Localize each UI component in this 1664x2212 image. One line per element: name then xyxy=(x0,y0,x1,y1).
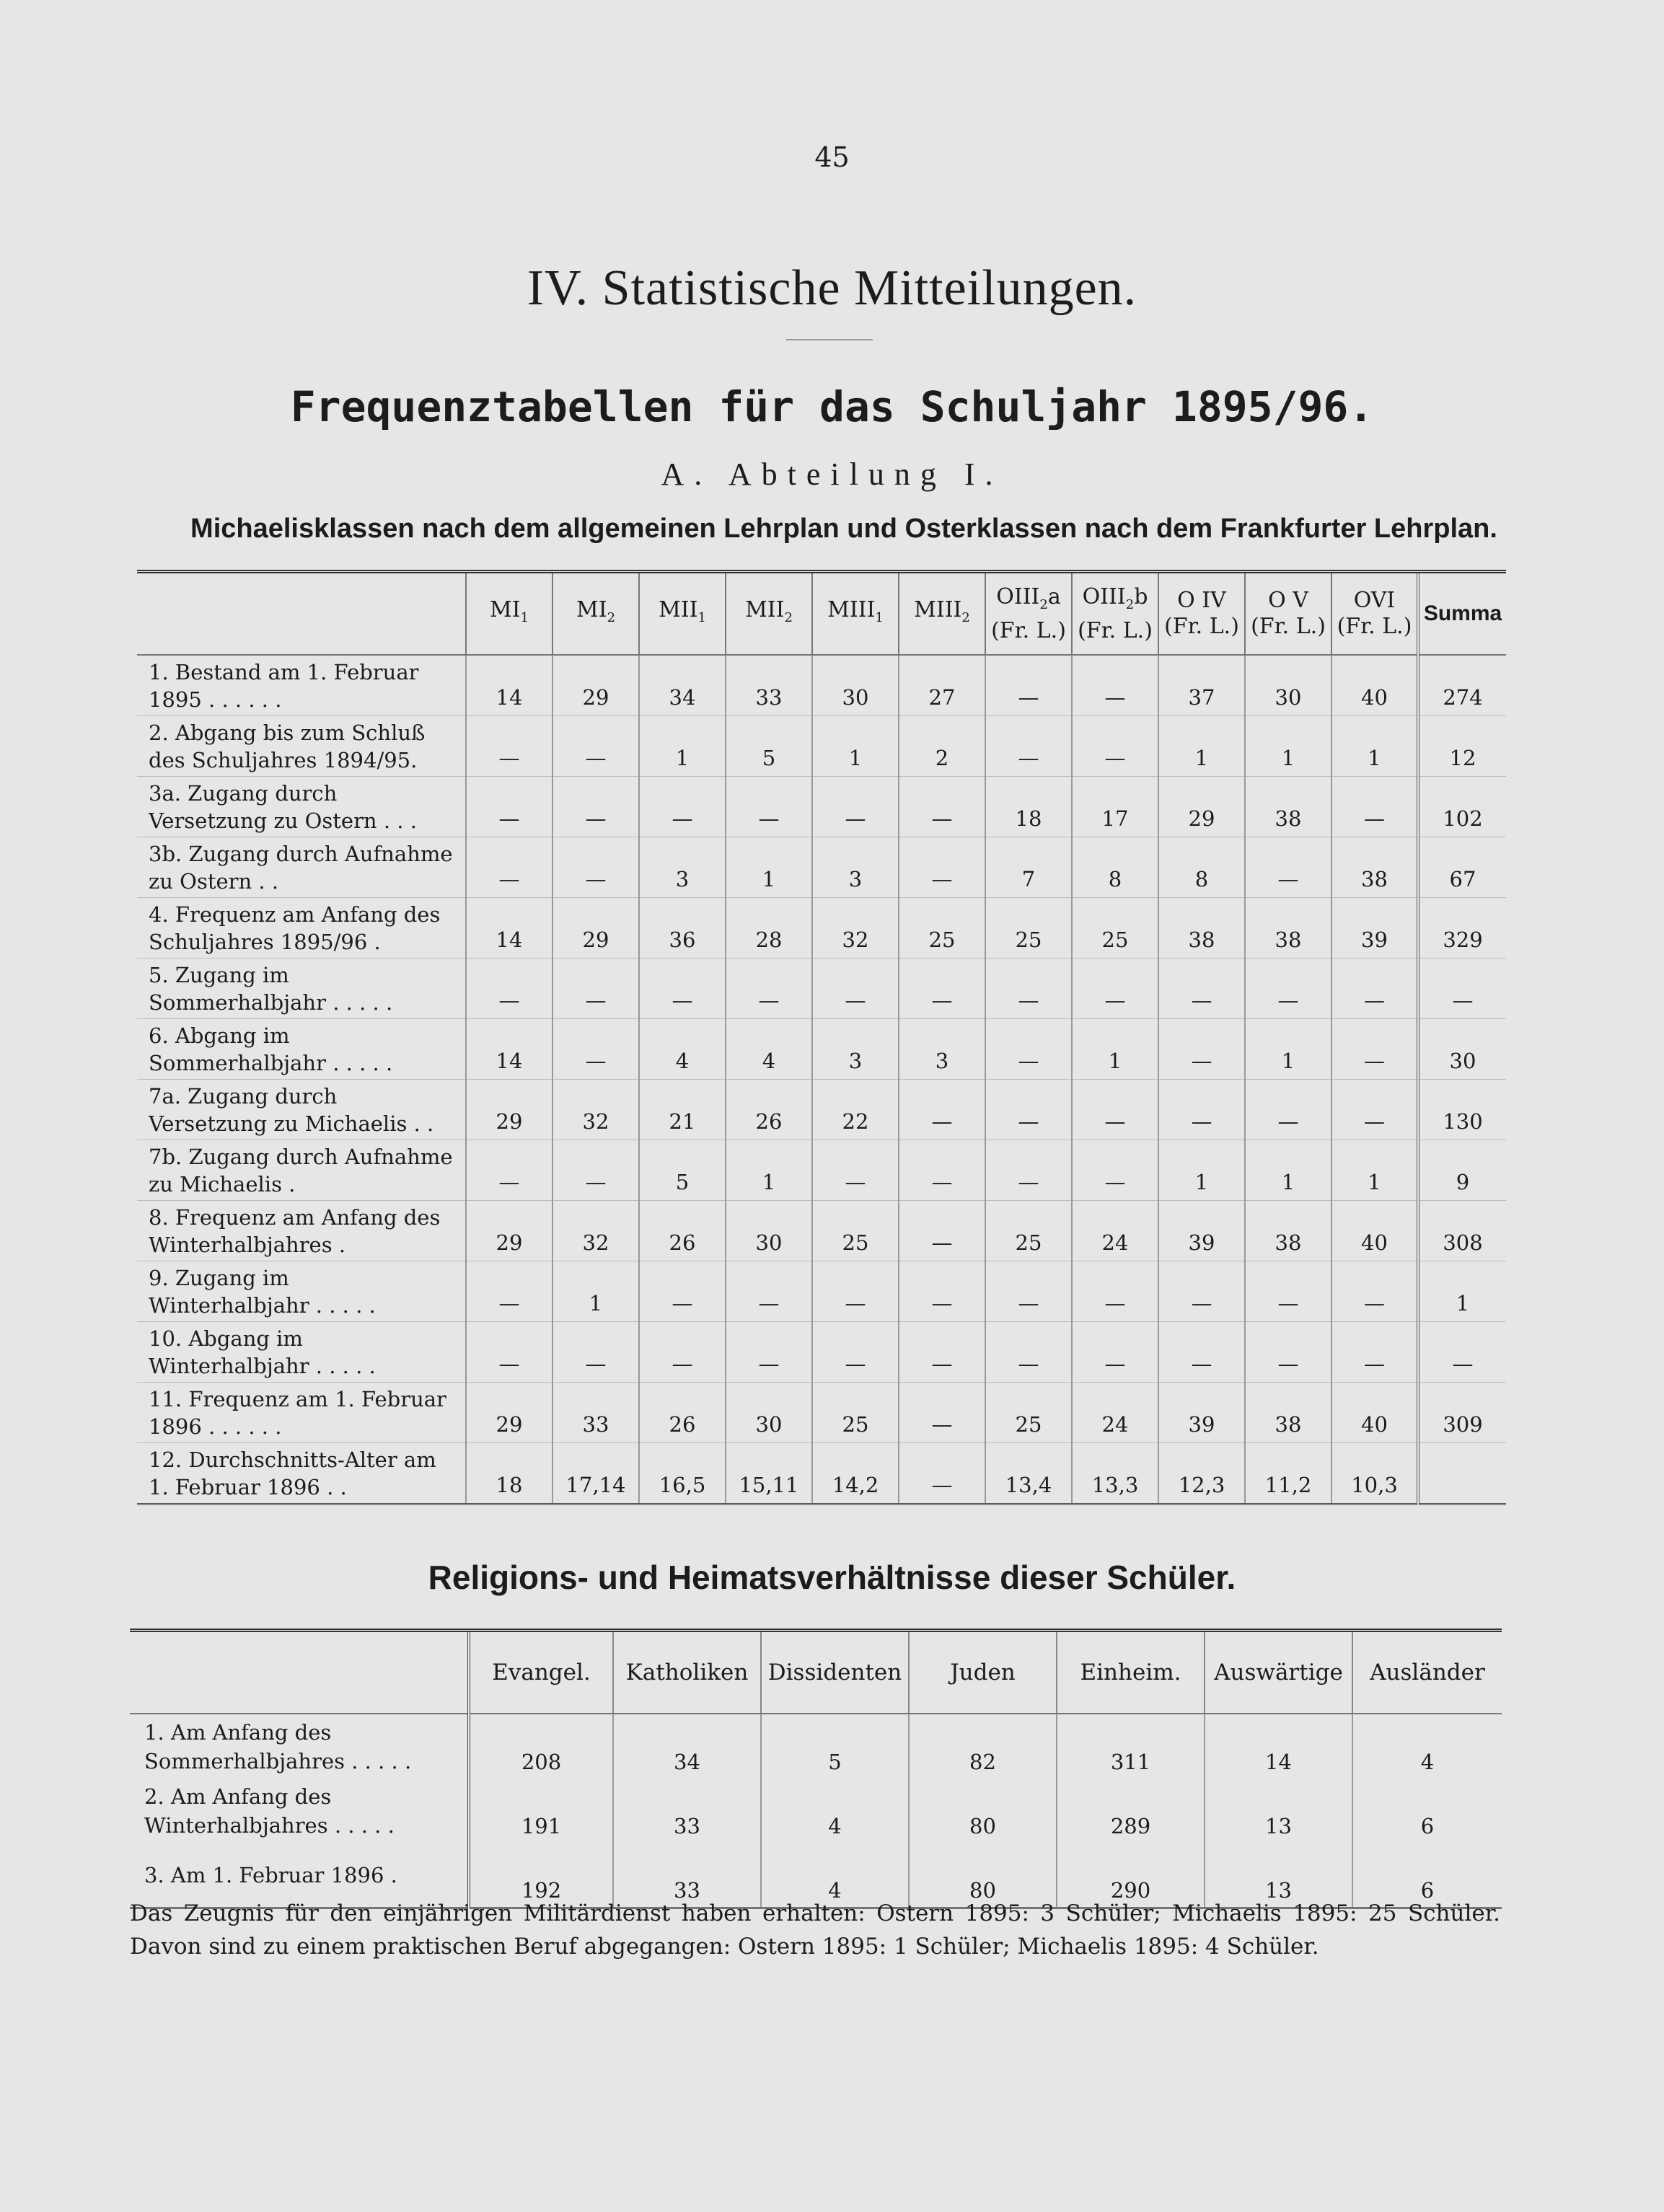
row-label: 7a. Zugang durch Versetzung zu Michaelis . . xyxy=(137,1080,466,1140)
table-cell: 311 xyxy=(1057,1714,1205,1779)
main-title: IV. Statistische Mitteilungen. xyxy=(527,260,1137,316)
summa-cell: 329 xyxy=(1418,898,1506,959)
summa-cell: 1 xyxy=(1418,1261,1506,1322)
table-cell: 18 xyxy=(466,1443,553,1504)
summa-cell: 102 xyxy=(1418,777,1506,837)
section-title: A. Abteilung I. xyxy=(661,457,1003,492)
table-cell: 290 xyxy=(1057,1843,1205,1908)
column-header: $MI_1$ xyxy=(466,572,553,656)
table-cell: 38 xyxy=(1331,837,1418,898)
table-cell: 38 xyxy=(1158,898,1245,959)
table-cell: — xyxy=(1072,1080,1158,1140)
table-cell: — xyxy=(1072,655,1158,716)
table-cell: — xyxy=(1331,1261,1418,1322)
religion-table-title: Religions- und Heimatsverhältnisse dieser Schüler. xyxy=(428,1559,1236,1596)
table-cell: — xyxy=(1245,1261,1331,1322)
table-cell: 3 xyxy=(812,1019,899,1080)
table-cell: 14,2 xyxy=(812,1443,899,1504)
table-cell: 4 xyxy=(639,1019,726,1080)
column-header: $MII_1$ xyxy=(639,572,726,656)
table-cell: — xyxy=(1331,1019,1418,1080)
table-cell: 1 xyxy=(639,716,726,777)
section-subtitle: Michaelisklassen nach dem allgemeinen Lehrplan und Osterklassen nach dem Frankfurter Lehrplan. xyxy=(190,514,1497,544)
column-header: Juden xyxy=(909,1631,1057,1714)
table-row xyxy=(137,959,1506,1019)
table-cell: 29 xyxy=(466,1201,553,1261)
table-cell: — xyxy=(812,959,899,1019)
summa-cell: — xyxy=(1418,959,1506,1019)
table-cell: — xyxy=(1331,959,1418,1019)
table-cell: — xyxy=(899,1201,985,1261)
table-cell: — xyxy=(1072,716,1158,777)
table-cell: — xyxy=(899,1080,985,1140)
table-cell: — xyxy=(726,959,812,1019)
table-cell: 26 xyxy=(639,1201,726,1261)
table-cell: — xyxy=(1245,1080,1331,1140)
row-label: 12. Durchschnitts-Alter am 1. Februar 1896 . . xyxy=(137,1443,466,1504)
row-label: 11. Frequenz am 1. Februar 1896 . . . . . . xyxy=(137,1383,466,1443)
column-header: $MIII_1$ xyxy=(812,572,899,656)
table-cell: 208 xyxy=(469,1714,613,1779)
table-row xyxy=(137,1080,1506,1140)
table-cell: 17 xyxy=(1072,777,1158,837)
table-cell: 40 xyxy=(1331,1383,1418,1443)
table-cell: 80 xyxy=(909,1779,1057,1843)
frequency-table xyxy=(137,570,1506,1505)
table-cell: 13,4 xyxy=(985,1443,1072,1504)
table-cell: 30 xyxy=(726,1383,812,1443)
table-cell: — xyxy=(899,837,985,898)
table-cell: — xyxy=(812,1322,899,1383)
table-cell: 25 xyxy=(985,1201,1072,1261)
table-cell: — xyxy=(726,1322,812,1383)
table-cell: — xyxy=(1158,1019,1245,1080)
table-cell: — xyxy=(899,1443,985,1504)
table-cell: — xyxy=(985,1019,1072,1080)
table-cell: 1 xyxy=(553,1261,639,1322)
table-cell: 1 xyxy=(812,716,899,777)
table-cell: — xyxy=(812,777,899,837)
table-cell: — xyxy=(985,716,1072,777)
table-cell: — xyxy=(466,716,553,777)
table-cell: — xyxy=(466,1140,553,1201)
column-header: $MIII_2$ xyxy=(899,572,985,656)
table-cell: 82 xyxy=(909,1714,1057,1779)
table-cell: 30 xyxy=(812,655,899,716)
table-cell: — xyxy=(1072,1261,1158,1322)
row-label: 5. Zugang im Sommerhalbjahr . . . . . xyxy=(137,959,466,1019)
column-header: Ausländer xyxy=(1352,1631,1502,1714)
table-cell: 38 xyxy=(1245,777,1331,837)
column-header: $MI_2$ xyxy=(553,572,639,656)
table-cell: — xyxy=(1158,1080,1245,1140)
table-cell: — xyxy=(899,1261,985,1322)
table-cell: 33 xyxy=(613,1779,761,1843)
table-cell: — xyxy=(1245,1322,1331,1383)
table-cell: — xyxy=(639,1261,726,1322)
table-cell: — xyxy=(1158,1261,1245,1322)
table-cell: 40 xyxy=(1331,1201,1418,1261)
table-cell: 1 xyxy=(1331,716,1418,777)
table-cell: 14 xyxy=(466,1019,553,1080)
table-cell: 38 xyxy=(1245,1383,1331,1443)
table-cell: 25 xyxy=(1072,898,1158,959)
row-label: 4. Frequenz am Anfang des Schuljahres 1895/96 . xyxy=(137,898,466,959)
table-cell: — xyxy=(985,655,1072,716)
table-cell: 17,14 xyxy=(553,1443,639,1504)
table-cell: 8 xyxy=(1158,837,1245,898)
row-label: 1. Bestand am 1. Februar 1895 . . . . . . xyxy=(137,655,466,716)
religion-table-header xyxy=(130,1631,1502,1714)
table-row xyxy=(130,1779,1502,1843)
table-cell: — xyxy=(639,1322,726,1383)
table-cell: 5 xyxy=(726,716,812,777)
table-cell: — xyxy=(466,1322,553,1383)
table-cell: — xyxy=(899,1383,985,1443)
table-cell: — xyxy=(639,959,726,1019)
table-row xyxy=(137,1261,1506,1322)
table-cell: — xyxy=(466,959,553,1019)
table-row xyxy=(137,777,1506,837)
table-cell: 21 xyxy=(639,1080,726,1140)
column-header: O IV (Fr. L.) xyxy=(1158,572,1245,656)
table-cell: 289 xyxy=(1057,1779,1205,1843)
table-cell: 36 xyxy=(639,898,726,959)
table-cell: 3 xyxy=(812,837,899,898)
table-cell: — xyxy=(639,777,726,837)
table-cell: 22 xyxy=(812,1080,899,1140)
table-cell: — xyxy=(899,1322,985,1383)
table-cell: 39 xyxy=(1331,898,1418,959)
table-cell: 32 xyxy=(553,1080,639,1140)
summa-cell: 308 xyxy=(1418,1201,1506,1261)
table-cell: 33 xyxy=(553,1383,639,1443)
table-cell: 8 xyxy=(1072,837,1158,898)
table-cell: — xyxy=(985,1322,1072,1383)
table-cell: 27 xyxy=(899,655,985,716)
row-label: 10. Abgang im Winterhalbjahr . . . . . xyxy=(137,1322,466,1383)
table-cell: 29 xyxy=(466,1383,553,1443)
summa-cell: 309 xyxy=(1418,1383,1506,1443)
row-label: 7b. Zugang durch Aufnahme zu Michaelis . xyxy=(137,1140,466,1201)
column-header: Evangel. xyxy=(469,1631,613,1714)
table-cell: 34 xyxy=(613,1714,761,1779)
table-cell: 26 xyxy=(726,1080,812,1140)
table-cell: 5 xyxy=(639,1140,726,1201)
table-cell: — xyxy=(726,777,812,837)
table-cell: 18 xyxy=(985,777,1072,837)
table-cell: 25 xyxy=(985,1383,1072,1443)
table-cell: 14 xyxy=(1205,1714,1352,1779)
table-cell: 33 xyxy=(613,1843,761,1908)
table-cell: 16,5 xyxy=(639,1443,726,1504)
table-cell: — xyxy=(726,1261,812,1322)
table-cell: 4 xyxy=(761,1779,909,1843)
table-row xyxy=(137,1201,1506,1261)
table-row xyxy=(137,716,1506,777)
frequency-table-header xyxy=(137,572,1506,656)
table-cell: 39 xyxy=(1158,1201,1245,1261)
table-cell: 13,3 xyxy=(1072,1443,1158,1504)
summa-cell xyxy=(1418,1443,1506,1504)
table-cell: — xyxy=(1245,959,1331,1019)
table-cell: 29 xyxy=(553,655,639,716)
table-cell: 191 xyxy=(469,1779,613,1843)
table-cell: 11,2 xyxy=(1245,1443,1331,1504)
summa-header: Summa xyxy=(1418,572,1506,656)
column-header: Auswärtige xyxy=(1205,1631,1352,1714)
table-cell: 32 xyxy=(553,1201,639,1261)
table-cell: 29 xyxy=(553,898,639,959)
table-cell: 1 xyxy=(726,1140,812,1201)
table-cell: — xyxy=(1072,1322,1158,1383)
table-cell: 1 xyxy=(726,837,812,898)
table-cell: — xyxy=(899,777,985,837)
table-cell: 1 xyxy=(1331,1140,1418,1201)
table-cell: — xyxy=(985,1261,1072,1322)
table-cell: 25 xyxy=(899,898,985,959)
table-cell: — xyxy=(1072,959,1158,1019)
table-row xyxy=(137,655,1506,716)
column-header: Einheim. xyxy=(1057,1631,1205,1714)
table-cell: — xyxy=(553,959,639,1019)
table-cell: — xyxy=(553,1140,639,1201)
table-cell: 80 xyxy=(909,1843,1057,1908)
page-number: 45 xyxy=(814,141,850,173)
table-cell: 38 xyxy=(1245,898,1331,959)
column-header: $MII_2$ xyxy=(726,572,812,656)
summa-cell: 30 xyxy=(1418,1019,1506,1080)
row-label: 3. Am 1. Februar 1896 . xyxy=(144,1862,397,1887)
table-cell: 29 xyxy=(1158,777,1245,837)
column-header: O V (Fr. L.) xyxy=(1245,572,1331,656)
footnote: Das Zeugnis für den einjährigen Militärdienst haben erhalten: Ostern 1895: 3 Schüler; Michaelis 1895: 25 Schüler. Davon sind zu einem praktischen Beruf abgegangen: Ostern 1895: 1 Schüler; Michaelis 1895: 4 Schüler. xyxy=(130,1900,1500,1960)
title-rule xyxy=(786,339,873,340)
table-cell: 37 xyxy=(1158,655,1245,716)
table-cell: 6 xyxy=(1352,1843,1502,1908)
table-cell: 4 xyxy=(1352,1714,1502,1779)
table-cell: — xyxy=(553,716,639,777)
table-cell: 24 xyxy=(1072,1383,1158,1443)
table-cell: 26 xyxy=(639,1383,726,1443)
table-cell: — xyxy=(812,1140,899,1201)
table-cell: 1 xyxy=(1245,1019,1331,1080)
table-cell: 1 xyxy=(1072,1019,1158,1080)
table-cell: 7 xyxy=(985,837,1072,898)
table-cell: 32 xyxy=(812,898,899,959)
table-cell: — xyxy=(985,959,1072,1019)
row-label: 2. Am Anfang des Winterhalbjahres . . . . . xyxy=(144,1784,395,1838)
table-cell: — xyxy=(553,837,639,898)
summa-cell: 130 xyxy=(1418,1080,1506,1140)
table-cell: — xyxy=(553,1019,639,1080)
table-cell: 39 xyxy=(1158,1383,1245,1443)
table-row xyxy=(137,898,1506,959)
row-label: 2. Abgang bis zum Schluß des Schuljahres 1894/95. xyxy=(137,716,466,777)
table-cell: — xyxy=(466,837,553,898)
table-cell: 14 xyxy=(466,898,553,959)
table-cell: — xyxy=(466,1261,553,1322)
table-cell: 25 xyxy=(985,898,1072,959)
row-label: 3a. Zugang durch Versetzung zu Ostern . . . xyxy=(137,777,466,837)
table-cell: — xyxy=(1331,1080,1418,1140)
table-cell: — xyxy=(899,1140,985,1201)
table-cell: 3 xyxy=(899,1019,985,1080)
table-cell: 6 xyxy=(1352,1779,1502,1843)
table-cell: 29 xyxy=(466,1080,553,1140)
row-label: 9. Zugang im Winterhalbjahr . . . . . xyxy=(137,1261,466,1322)
table-row xyxy=(137,1383,1506,1443)
table-cell: 5 xyxy=(761,1714,909,1779)
table-row xyxy=(137,1322,1506,1383)
table-cell: — xyxy=(1158,959,1245,1019)
column-header: Dissidenten xyxy=(761,1631,909,1714)
table-cell: — xyxy=(553,1322,639,1383)
summa-cell: — xyxy=(1418,1322,1506,1383)
table-row xyxy=(137,1443,1506,1504)
table-cell: 25 xyxy=(812,1201,899,1261)
row-label: 3b. Zugang durch Aufnahme zu Ostern . . xyxy=(137,837,466,898)
table-cell: 1 xyxy=(1245,716,1331,777)
table-cell: 192 xyxy=(469,1843,613,1908)
table-cell: 2 xyxy=(899,716,985,777)
column-header: OVI (Fr. L.) xyxy=(1331,572,1418,656)
table-cell: — xyxy=(812,1261,899,1322)
row-label: 1. Am Anfang des Sommerhalbjahres . . . . . xyxy=(144,1719,412,1773)
frequency-table-title: Frequenztabellen für das Schuljahr 1895/96. xyxy=(290,382,1374,431)
table-cell: 28 xyxy=(726,898,812,959)
table-cell: 25 xyxy=(812,1383,899,1443)
table-cell: — xyxy=(1158,1322,1245,1383)
row-label-header xyxy=(137,572,466,656)
summa-cell: 67 xyxy=(1418,837,1506,898)
table-cell: 38 xyxy=(1245,1201,1331,1261)
table-cell: — xyxy=(1245,837,1331,898)
table-row xyxy=(137,1019,1506,1080)
table-row xyxy=(137,837,1506,898)
table-cell: 1 xyxy=(1245,1140,1331,1201)
summa-cell: 9 xyxy=(1418,1140,1506,1201)
table-cell: 13 xyxy=(1205,1843,1352,1908)
row-label: 8. Frequenz am Anfang des Winterhalbjahres . xyxy=(137,1201,466,1261)
summa-cell: 12 xyxy=(1418,716,1506,777)
column-header: Katholiken xyxy=(613,1631,761,1714)
table-cell: — xyxy=(466,777,553,837)
table-cell: 40 xyxy=(1331,655,1418,716)
table-cell: — xyxy=(985,1080,1072,1140)
table-cell: 33 xyxy=(726,655,812,716)
table-cell: 13 xyxy=(1205,1779,1352,1843)
table-cell: 4 xyxy=(726,1019,812,1080)
table-cell: 12,3 xyxy=(1158,1443,1245,1504)
row-label-header xyxy=(130,1631,469,1714)
table-cell: 3 xyxy=(639,837,726,898)
religion-table xyxy=(130,1629,1502,1909)
table-cell: 14 xyxy=(466,655,553,716)
summa-cell: 274 xyxy=(1418,655,1506,716)
column-header: $OIII_2b$ (Fr. L.) xyxy=(1072,572,1158,656)
table-cell: 1 xyxy=(1158,716,1245,777)
table-row xyxy=(130,1714,1502,1779)
table-cell: — xyxy=(553,777,639,837)
table-cell: 15,11 xyxy=(726,1443,812,1504)
row-label: 6. Abgang im Sommerhalbjahr . . . . . xyxy=(137,1019,466,1080)
table-cell: 10,3 xyxy=(1331,1443,1418,1504)
table-cell: 24 xyxy=(1072,1201,1158,1261)
table-cell: — xyxy=(1072,1140,1158,1201)
table-cell: 34 xyxy=(639,655,726,716)
table-cell: — xyxy=(985,1140,1072,1201)
table-cell: 30 xyxy=(1245,655,1331,716)
table-cell: 4 xyxy=(761,1843,909,1908)
table-row xyxy=(137,1140,1506,1201)
column-header: $OIII_2a$ (Fr. L.) xyxy=(985,572,1072,656)
table-cell: — xyxy=(899,959,985,1019)
table-cell: — xyxy=(1331,777,1418,837)
table-cell: 30 xyxy=(726,1201,812,1261)
table-cell: — xyxy=(1331,1322,1418,1383)
table-cell: 1 xyxy=(1158,1140,1245,1201)
